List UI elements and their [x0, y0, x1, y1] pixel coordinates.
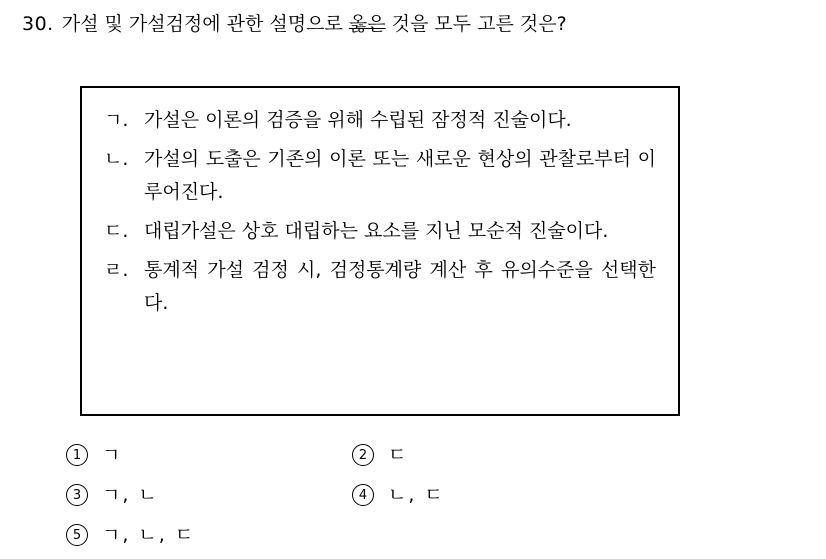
question-text-part-1: 가설 및 가설검정에 관한 설명으로: [61, 13, 349, 35]
statement-text: 가설의 도출은 기존의 이론 또는 새로운 현상의 관찰로부터 이루어진다.: [144, 148, 656, 203]
choice-label: ㄱ, ㄴ, ㄷ: [102, 524, 196, 546]
choice-option-3[interactable]: [66, 478, 352, 512]
choice-label: ㄴ, ㄷ: [388, 484, 445, 506]
answer-choices: [66, 438, 686, 558]
question-number: 30.: [22, 13, 54, 35]
choice-label: ㄷ: [388, 444, 409, 466]
statement-text: 가설은 이론의 검증을 위해 수립된 잠정적 진술이다.: [144, 109, 572, 131]
choice-marker-icon: 5: [66, 524, 88, 546]
choice-row: [66, 478, 686, 512]
statement-item: [104, 215, 656, 248]
statement-text: 통계적 가설 검정 시, 검정통계량 계산 후 유의수준을 선택한다.: [144, 259, 656, 314]
statement-text: 대립가설은 상호 대립하는 요소를 지닌 모순적 진술이다.: [144, 220, 609, 242]
statement-label: ㄱ.: [104, 109, 129, 131]
statement-label: ㄹ.: [104, 259, 129, 281]
choice-label: ㄱ, ㄴ: [102, 484, 159, 506]
choice-option-5[interactable]: [66, 518, 352, 552]
choice-marker-icon: 3: [66, 484, 88, 506]
statement-item: [104, 254, 656, 320]
question-text: [62, 8, 812, 40]
statement-item: [104, 143, 656, 209]
choice-option-1[interactable]: [66, 438, 352, 472]
choice-marker-icon: 4: [352, 484, 374, 506]
choice-option-4[interactable]: [352, 478, 686, 512]
question-text-underlined: 옳은: [348, 13, 386, 35]
statement-item: [104, 104, 656, 137]
choice-option-2[interactable]: [352, 438, 686, 472]
choice-marker-icon: 1: [66, 444, 88, 466]
statement-label: ㄷ.: [104, 220, 129, 242]
choice-row: [66, 438, 686, 472]
statement-label: ㄴ.: [104, 148, 129, 170]
question-text-part-2: 것을 모두 고른 것은?: [385, 13, 567, 35]
choice-row: [66, 518, 686, 552]
statements-box: [80, 86, 680, 416]
question-stem: [22, 8, 812, 40]
choice-marker-icon: 2: [352, 444, 374, 466]
choice-label: ㄱ: [102, 444, 123, 466]
